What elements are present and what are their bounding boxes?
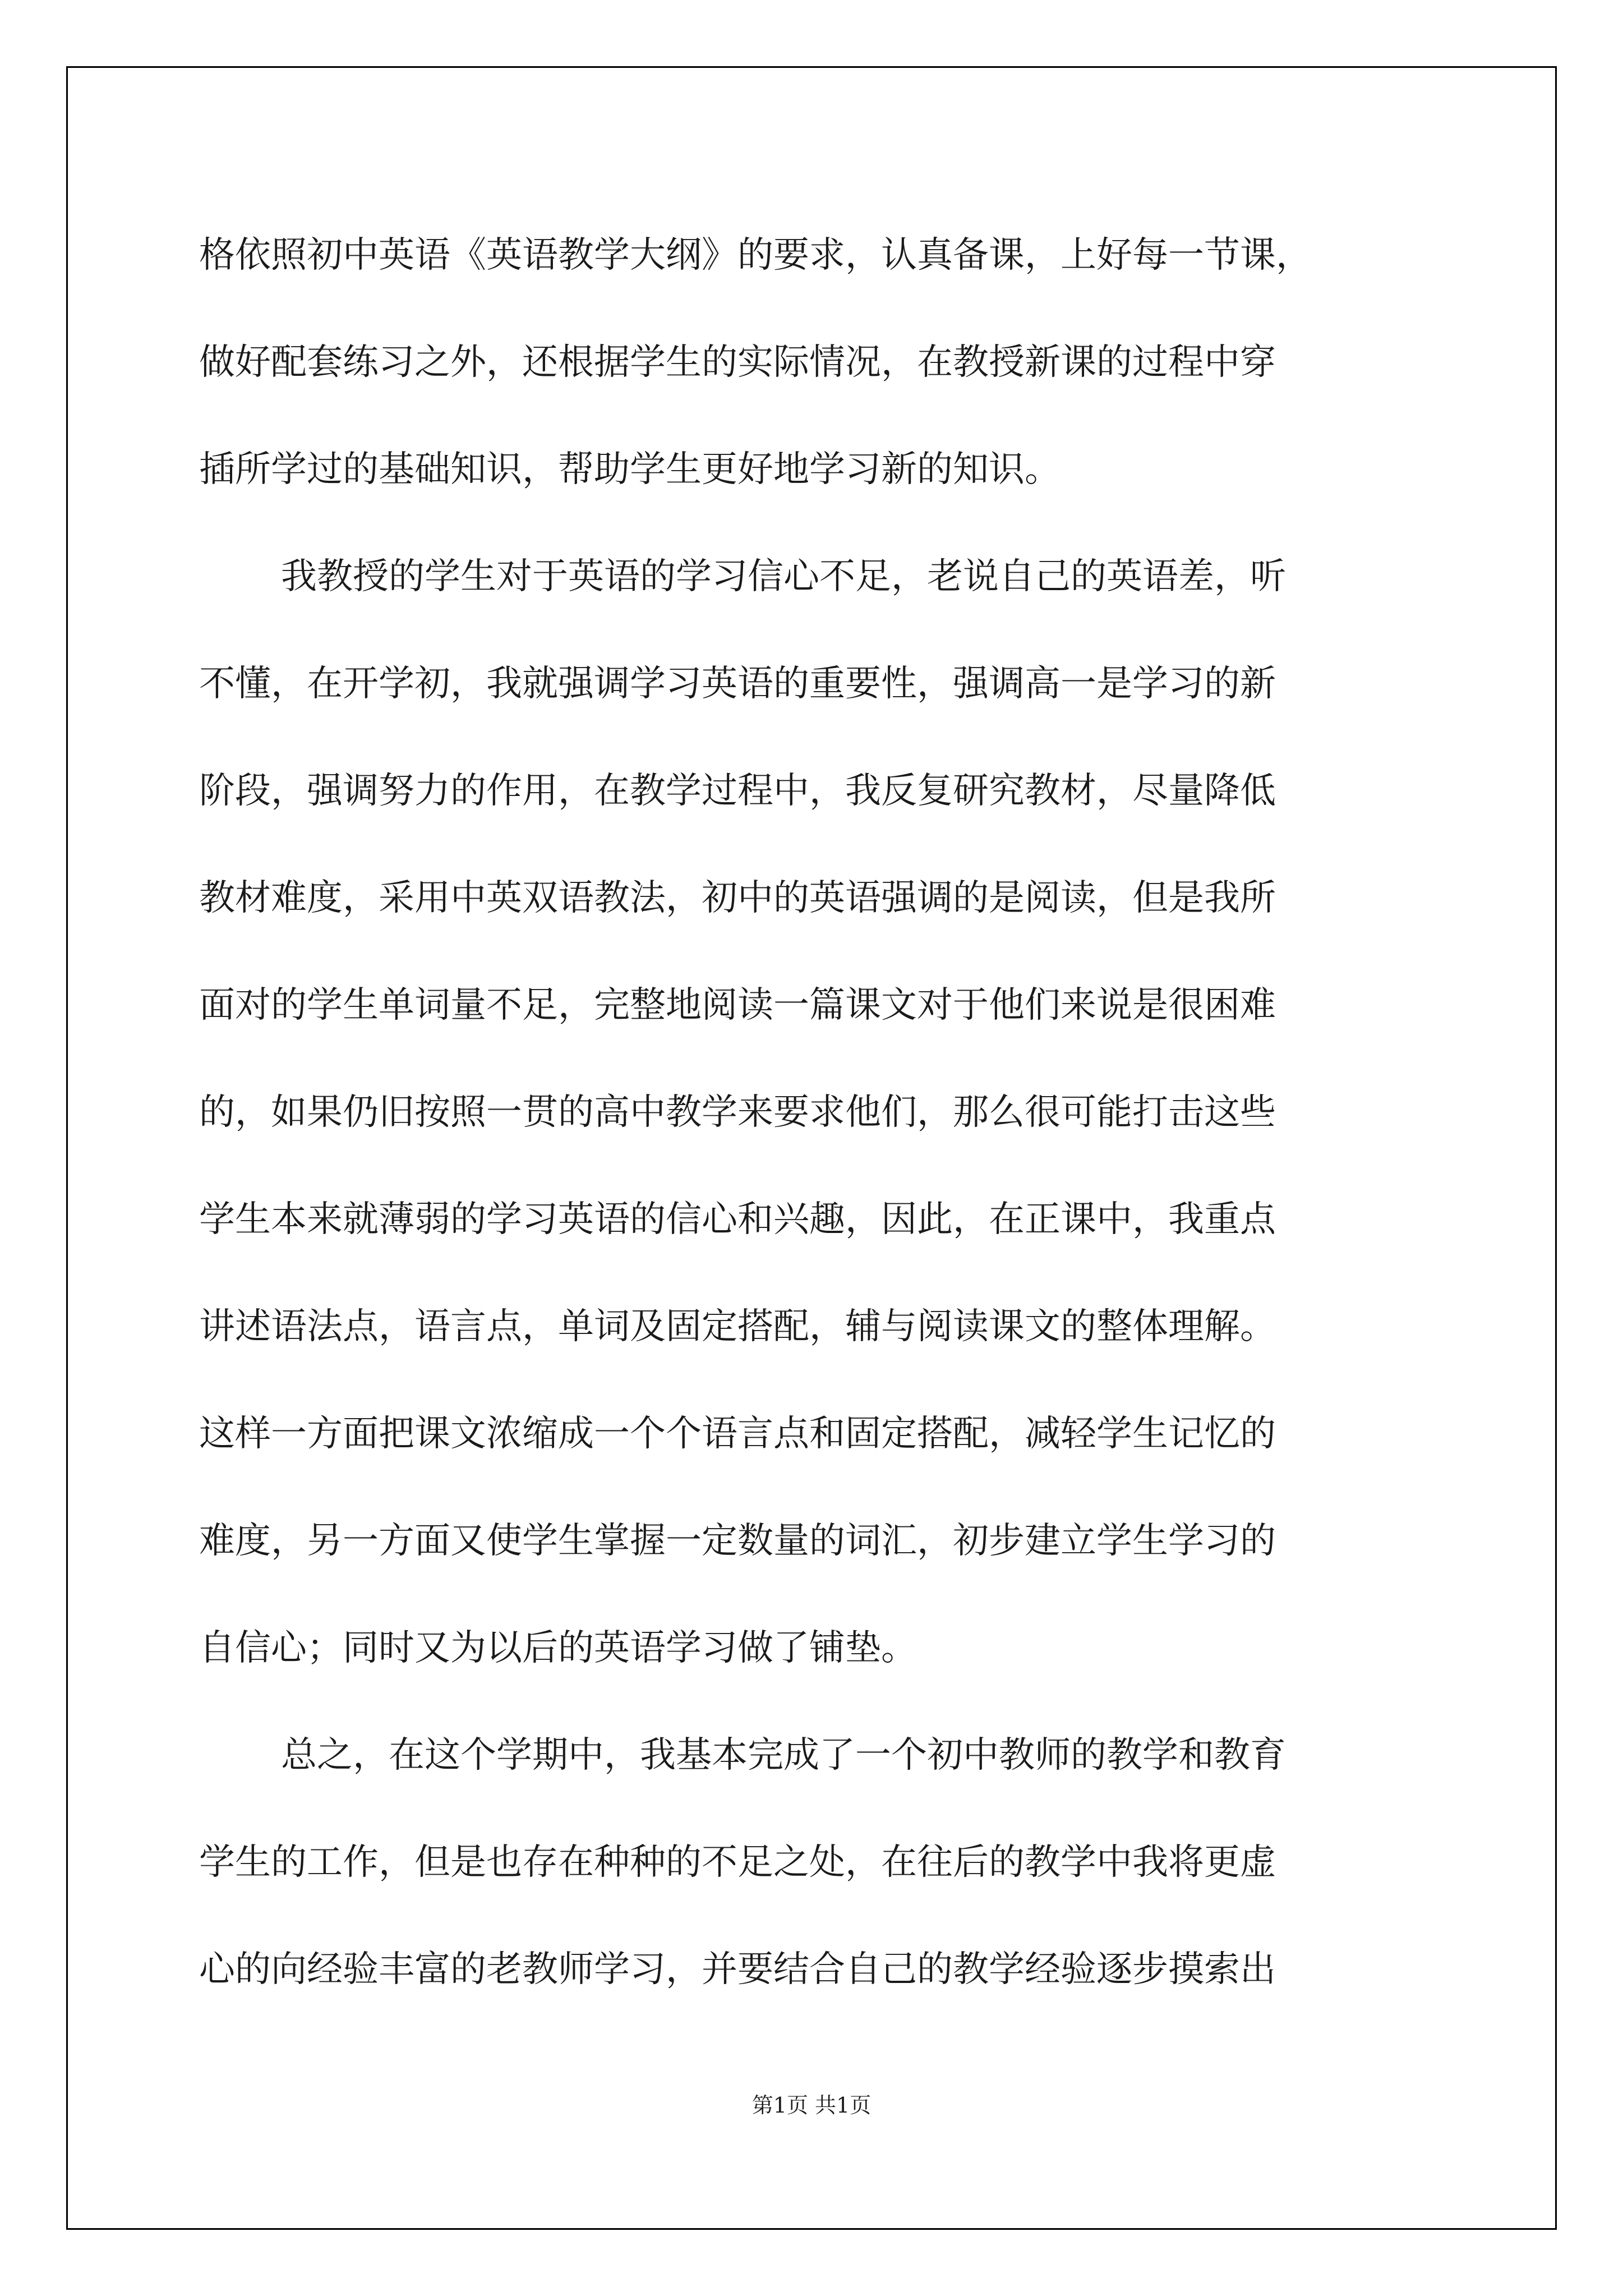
- text-line: 难度，另一方面又使学生掌握一定数量的词汇，初步建立学生学习的: [199, 1520, 1276, 1562]
- text-line: 插所学过的基础知识，帮助学生更好地学习新的知识。: [199, 449, 1061, 490]
- text-line: 不懂，在开学初，我就强调学习英语的重要性，强调高一是学习的新: [199, 663, 1276, 705]
- text-line: 学生的工作，但是也存在种种的不足之处，在往后的教学中我将更虚: [199, 1842, 1276, 1883]
- text-line: 讲述语法点，语言点，单词及固定搭配，辅与阅读课文的整体理解。: [199, 1306, 1276, 1347]
- text-line: 阶段，强调努力的作用，在教学过程中，我反复研究教材，尽量降低: [199, 770, 1276, 812]
- paragraph-start-line: 总之，在这个学期中，我基本完成了一个初中教师的教学和教育: [281, 1734, 1286, 1776]
- text-line: 面对的学生单词量不足，完整地阅读一篇课文对于他们来说是很困难: [199, 984, 1276, 1026]
- text-line: 教材难度，采用中英双语教法，初中的英语强调的是阅读，但是我所: [199, 877, 1276, 919]
- page-number-footer: 第1页 共1页: [751, 2093, 872, 2118]
- text-line: 自信心；同时又为以后的英语学习做了铺垫。: [199, 1627, 917, 1669]
- text-line: 这样一方面把课文浓缩成一个个语言点和固定搭配，减轻学生记忆的: [199, 1413, 1276, 1455]
- text-line: 做好配套练习之外，还根据学生的实际情况，在教授新课的过程中穿: [199, 342, 1276, 383]
- paragraph-start-line: 我教授的学生对于英语的学习信心不足，老说自己的英语差，听: [281, 556, 1286, 597]
- text-line: 心的向经验丰富的老教师学习，并要结合自己的教学经验逐步摸索出: [199, 1949, 1276, 1990]
- text-line: 格依照初中英语《英语教学大纲》的要求，认真备课，上好每一节课，: [199, 234, 1312, 276]
- text-line: 的，如果仍旧按照一贯的高中教学来要求他们，那么很可能打击这些: [199, 1092, 1276, 1133]
- text-line: 学生本来就薄弱的学习英语的信心和兴趣，因此，在正课中，我重点: [199, 1199, 1276, 1240]
- document-body: [199, 202, 1438, 2023]
